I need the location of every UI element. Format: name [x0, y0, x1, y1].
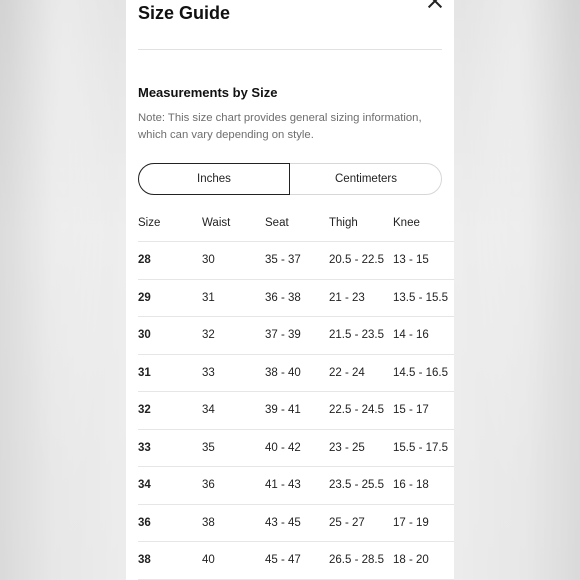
size-guide-panel: [126, 0, 454, 580]
unit-option-centimeters[interactable]: Centimeters: [335, 173, 397, 185]
table-cell: 14 - 16: [393, 329, 429, 342]
table-row: [138, 467, 454, 505]
table-cell: 32: [202, 329, 215, 342]
table-cell: 43 - 45: [265, 516, 301, 529]
table-cell: 40 - 42: [265, 441, 301, 454]
table-cell: 36: [138, 516, 151, 529]
close-icon[interactable]: [425, 0, 445, 12]
table-cell: 15.5 - 17.5: [393, 441, 448, 454]
table-cell: 34: [138, 479, 151, 492]
table-cell: 35 - 37: [265, 254, 301, 267]
unit-option-inches[interactable]: Inches: [138, 163, 290, 195]
table-cell: 22 - 24: [329, 366, 365, 379]
table-cell: 38: [138, 554, 151, 567]
table-cell: 33: [138, 441, 151, 454]
table-cell: 16 - 18: [393, 479, 429, 492]
table-cell: 13 - 15: [393, 254, 429, 267]
page-title: Size Guide: [138, 3, 231, 23]
size-table: [138, 205, 454, 580]
table-cell: 33: [202, 366, 215, 379]
table-cell: 39 - 41: [265, 404, 301, 417]
table-row: [138, 317, 454, 355]
divider: [138, 49, 442, 50]
table-cell: 31: [138, 366, 151, 379]
background-left: [0, 0, 126, 580]
table-cell: 30: [202, 254, 215, 267]
table-cell: 32: [138, 404, 151, 417]
column-header: Seat: [265, 217, 289, 229]
table-cell: 31: [202, 291, 215, 304]
table-row: [138, 280, 454, 318]
table-cell: 18 - 20: [393, 554, 429, 567]
table-cell: 36 - 38: [265, 291, 301, 304]
table-cell: 40: [202, 554, 215, 567]
table-cell: 38 - 40: [265, 366, 301, 379]
table-row: [138, 505, 454, 543]
table-cell: 21 - 23: [329, 291, 365, 304]
table-cell: 29: [138, 291, 151, 304]
table-row: [138, 355, 454, 393]
table-cell: 38: [202, 516, 215, 529]
table-cell: 20.5 - 22.5: [329, 254, 384, 267]
table-cell: 23.5 - 25.5: [329, 479, 384, 492]
column-header: Thigh: [329, 217, 358, 229]
section-heading: Measurements by Size: [138, 85, 278, 100]
table-cell: 23 - 25: [329, 441, 365, 454]
table-row: [138, 242, 454, 280]
table-cell: 17 - 19: [393, 516, 429, 529]
table-cell: 14.5 - 16.5: [393, 366, 448, 379]
column-header: Waist: [202, 217, 231, 229]
column-header: Size: [138, 217, 161, 229]
table-cell: 30: [138, 329, 151, 342]
table-cell: 25 - 27: [329, 516, 365, 529]
table-row: [138, 430, 454, 468]
table-cell: 45 - 47: [265, 554, 301, 567]
table-cell: 34: [202, 404, 215, 417]
sizing-note: Note: This size chart provides general sizing information, which can vary depending on style.: [138, 112, 422, 141]
table-cell: 36: [202, 479, 215, 492]
unit-toggle: [138, 163, 442, 195]
table-cell: 26.5 - 28.5: [329, 554, 384, 567]
table-cell: 37 - 39: [265, 329, 301, 342]
table-cell: 22.5 - 24.5: [329, 404, 384, 417]
table-cell: 28: [138, 254, 151, 267]
table-cell: 35: [202, 441, 215, 454]
table-header-row: [138, 205, 454, 242]
table-row: [138, 392, 454, 430]
table-cell: 13.5 - 15.5: [393, 291, 448, 304]
table-row: [138, 542, 454, 580]
background-right: [454, 0, 580, 580]
table-cell: 21.5 - 23.5: [329, 329, 384, 342]
column-header: Knee: [393, 217, 420, 229]
table-cell: 41 - 43: [265, 479, 301, 492]
table-cell: 15 - 17: [393, 404, 429, 417]
